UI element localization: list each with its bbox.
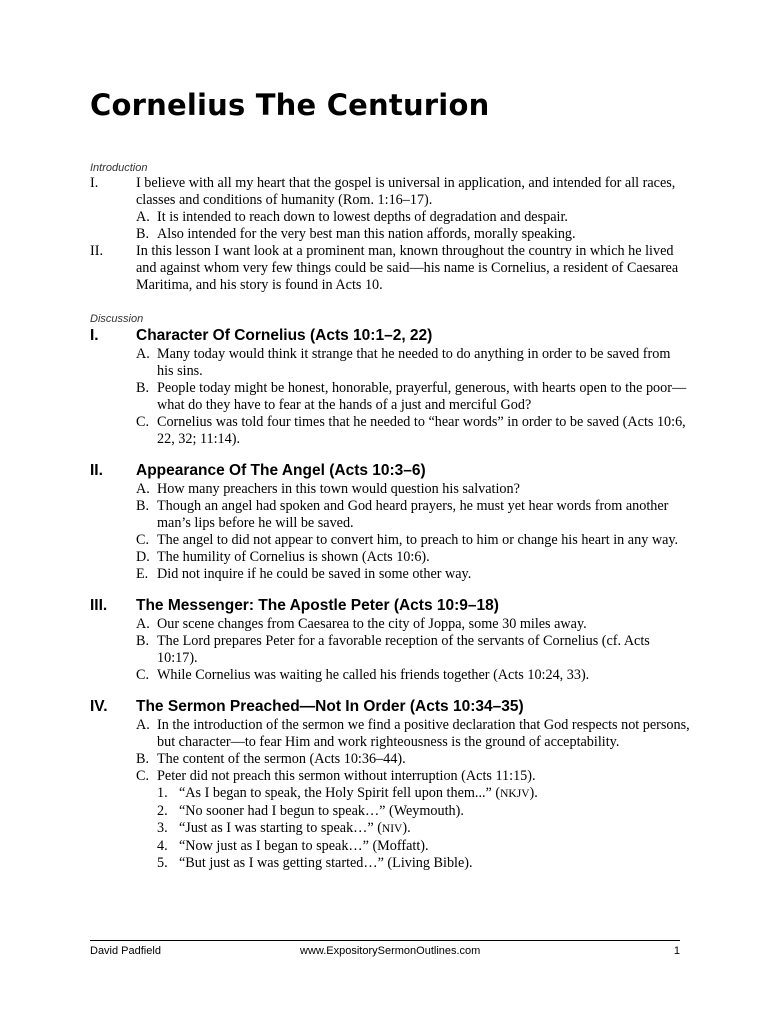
intro-subitem-letter: B. [136,226,150,242]
outline-section [90,596,690,684]
introduction-label: Introduction [90,162,148,174]
footer-author: David Padfield [90,945,161,957]
numbered-point-number: 1. [157,785,168,801]
point-text: The content of the sermon (Acts 10:36–44). [157,751,406,767]
intro-item-number: II. [90,243,103,259]
intro-item-number: I. [90,175,99,191]
outline-section [90,697,690,872]
outline-point [136,346,690,380]
intro-subitem [136,209,690,226]
outline-point [136,768,690,785]
numbered-point-number: 2. [157,803,168,819]
point-text: How many preachers in this town would question his salvation? [157,481,520,497]
section-heading [90,326,690,346]
discussion-section [90,312,690,885]
intro-item [90,175,690,209]
outline-point [136,380,690,414]
outline-point [136,549,690,566]
intro-item-text: In this lesson I want look at a prominent man, known throughout the country in which he lived and against whom very few things could be said—his name is Cornelius, a resident of Caesarea Maritima, and his story is found in Acts 10. [136,243,679,293]
numbered-point [157,785,690,803]
section-number: I. [90,327,99,344]
footer-website-link[interactable]: www.ExpositorySermonOutlines.com [300,945,481,957]
outline-point [136,667,690,684]
point-letter: A. [136,481,150,497]
point-text: The humility of Cornelius is shown (Acts 10:6). [157,549,430,565]
numbered-point-text: “Now just as I began to speak…” (Moffatt). [179,838,429,854]
numbered-point-text: “No sooner had I begun to speak…” (Weymouth). [179,803,464,819]
point-text: Though an angel had spoken and God heard prayers, he must yet hear words from another man’s lips before he will be saved. [157,498,669,531]
point-letter: C. [136,532,150,548]
numbered-point-text: “But just as I was getting started…” (Living Bible). [179,855,473,871]
footer-divider [90,940,680,941]
outline-point [136,481,690,498]
section-heading-text: The Sermon Preached—Not In Order (Acts 10:34–35) [136,698,524,715]
outline-point [136,633,690,667]
outline-point [136,616,690,633]
outline-point [136,566,690,583]
numbered-point-number: 4. [157,838,168,854]
footer-page-number: 1 [673,945,680,957]
discussion-label: Discussion [90,313,144,325]
section-heading-text: Character Of Cornelius (Acts 10:1–2, 22) [136,327,433,344]
point-letter: A. [136,717,150,733]
outline-section [90,326,690,448]
section-heading [90,697,690,717]
point-letter: C. [136,768,150,784]
section-number: III. [90,597,108,614]
numbered-point-text: “As I began to speak, the Holy Spirit fell upon them...” (NKJV). [179,785,538,801]
point-text: Peter did not preach this sermon without interruption (Acts 11:15). [157,768,536,784]
page-title: Cornelius The Centurion [90,88,490,122]
point-letter: A. [136,616,150,632]
numbered-point-text: “Just as I was starting to speak…” (NIV). [179,820,411,836]
point-text: People today might be honest, honorable, prayerful, generous, with hearts open to the poor—what do they have to fear at the hands of a just and merciful God? [157,380,687,413]
intro-subitem-text: It is intended to reach down to lowest depths of degradation and despair. [157,209,568,225]
intro-item [90,243,690,294]
numbered-point-number: 5. [157,855,168,871]
point-letter: B. [136,751,150,767]
intro-subitem-letter: A. [136,209,150,225]
numbered-point-number: 3. [157,820,168,836]
numbered-point [157,838,690,855]
point-letter: E. [136,566,149,582]
intro-subitem-text: Also intended for the very best man this nation affords, morally speaking. [157,226,576,242]
point-text: Did not inquire if he could be saved in some other way. [157,566,472,582]
point-text: Cornelius was told four times that he needed to “hear words” in order to be saved (Acts 10:6, 22, 32; 11:14). [157,414,686,447]
section-heading-text: The Messenger: The Apostle Peter (Acts 10:9–18) [136,597,499,614]
point-letter: B. [136,633,150,649]
point-text: Many today would think it strange that he needed to do anything in order to be saved from his sins. [157,346,671,379]
section-heading-text: Appearance Of The Angel (Acts 10:3–6) [136,462,426,479]
point-letter: C. [136,667,150,683]
point-text: Our scene changes from Caesarea to the city of Joppa, some 30 miles away. [157,616,587,632]
numbered-point [157,803,690,820]
intro-item-text: I believe with all my heart that the gospel is universal in application, and intended for all races, classes and conditions of humanity (Rom. 1:16–17). [136,175,676,208]
section-number: IV. [90,698,108,715]
outline-point [136,532,690,549]
point-text: The Lord prepares Peter for a favorable reception of the servants of Cornelius (cf. Acts 10:17). [157,633,650,666]
point-text: The angel to did not appear to convert him, to preach to him or change his heart in any way. [157,532,679,548]
intro-subitem [136,226,690,243]
point-text: In the introduction of the sermon we find a positive declaration that God respects not persons, but character—to fear Him and work righteousness is the ground of acceptability. [157,717,690,750]
bible-version: NKJV [500,788,530,800]
point-letter: A. [136,346,150,362]
outline-section [90,461,690,583]
section-heading [90,596,690,616]
point-letter: C. [136,414,150,430]
introduction-section [90,161,690,294]
numbered-point [157,855,690,872]
bible-version: NIV [381,823,403,835]
numbered-point [157,820,690,838]
outline-point [136,717,690,751]
outline-point [136,498,690,532]
section-heading [90,461,690,481]
outline-point [136,751,690,768]
page-footer [90,945,680,959]
point-letter: B. [136,498,150,514]
section-number: II. [90,462,103,479]
point-text: While Cornelius was waiting he called his friends together (Acts 10:24, 33). [157,667,590,683]
point-letter: D. [136,549,150,565]
point-letter: B. [136,380,150,396]
outline-point [136,414,690,448]
